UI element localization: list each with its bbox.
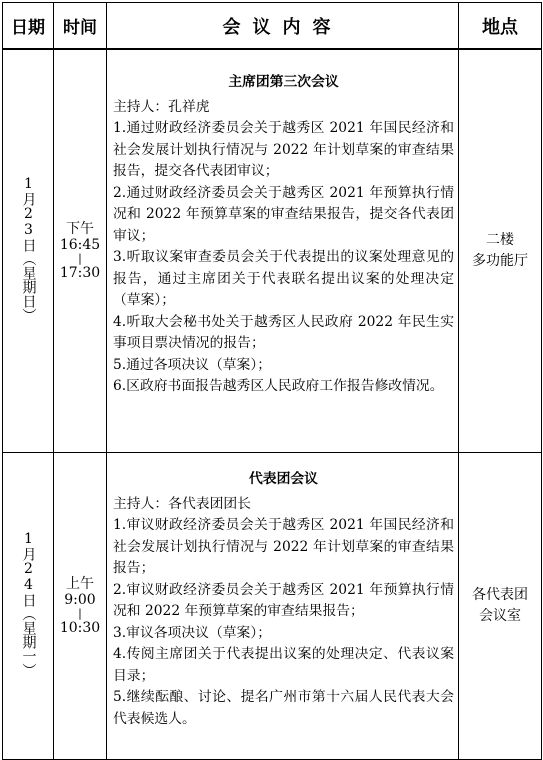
agenda-item: 2.审议财政经济委员会关于越秀区 2021 年预算执行情况和 2022 年预算草案的审查结果报告； bbox=[113, 581, 454, 619]
agenda-item: 2.通过财政经济委员会关于越秀区 2021 年预算执行情况和 2022 年预算草案的审查结果报告，提交各代表团审议； bbox=[113, 184, 454, 244]
location-cell bbox=[459, 453, 542, 760]
date-cell bbox=[3, 49, 54, 453]
agenda-item: 3.听取议案审查委员会关于代表提出的议案处理意见的报告，通过主席团关于代表联名提出议案的处理决定（草案）； bbox=[113, 249, 454, 308]
meeting-content bbox=[107, 453, 459, 760]
header-row bbox=[3, 3, 542, 50]
agenda-item: 3.审议各项决议（草案）； bbox=[113, 624, 272, 641]
time-separator: | bbox=[78, 252, 82, 265]
header-date: 日期 bbox=[3, 3, 54, 50]
location-line: 会议室 bbox=[479, 608, 521, 624]
time-end: 17:30 bbox=[59, 265, 101, 281]
date-text: 1月23日（星期日） bbox=[20, 176, 37, 322]
meeting-host: 主持人：各代表团团长 bbox=[113, 495, 251, 512]
header-location: 地点 bbox=[459, 3, 542, 50]
location-line: 各代表团 bbox=[472, 587, 528, 603]
agenda-item: 4.传阅主席团关于代表提出议案的处理决定、代表议案目录； bbox=[113, 646, 454, 684]
date-cell bbox=[3, 453, 54, 760]
location-line: 二楼 bbox=[486, 232, 514, 248]
table-row bbox=[3, 49, 542, 453]
agenda-item: 1.审议财政经济委员会关于越秀区 2021 年国民经济和社会发展计划执行情况与 2022 年计划草案的审查结果报告； bbox=[113, 517, 454, 576]
agenda-item: 5.通过各项决议（草案）； bbox=[113, 356, 272, 373]
location-cell bbox=[459, 49, 542, 453]
time-period: 下午 bbox=[66, 221, 94, 237]
time-separator: | bbox=[78, 607, 82, 620]
time-start: 16:45 bbox=[59, 237, 101, 253]
agenda-item: 4.听取大会秘书处关于越秀区人民政府 2022 年民生实事项目票决情况的报告； bbox=[113, 313, 454, 351]
time-start: 9:00 bbox=[64, 592, 96, 608]
meeting-title: 代表团会议 bbox=[249, 471, 318, 487]
agenda-item: 5.继续酝酿、讨论、提名广州市第十六届人民代表大会代表候选人。 bbox=[113, 689, 454, 727]
time-period: 上午 bbox=[66, 576, 94, 592]
table-row bbox=[3, 453, 542, 760]
meeting-title: 主席团第三次会议 bbox=[228, 74, 339, 90]
header-content: 会议内容 bbox=[107, 3, 459, 50]
time-cell bbox=[54, 453, 107, 760]
time-end: 10:30 bbox=[59, 620, 101, 636]
time-cell bbox=[54, 49, 107, 453]
header-time: 时间 bbox=[54, 3, 107, 50]
location-line: 多功能厅 bbox=[472, 253, 528, 269]
schedule-table bbox=[2, 2, 542, 760]
agenda-item: 1.通过财政经济委员会关于越秀区 2021 年国民经济和社会发展计划执行情况与 2022 年计划草案的审查结果报告，提交各代表团审议； bbox=[113, 120, 454, 179]
date-text: 1月24日（星期一） bbox=[20, 531, 37, 677]
meeting-host: 主持人：孔祥虎 bbox=[113, 98, 210, 115]
meeting-content bbox=[107, 49, 459, 453]
agenda-item: 6.区政府书面报告越秀区人民政府工作报告修改情况。 bbox=[113, 378, 444, 394]
